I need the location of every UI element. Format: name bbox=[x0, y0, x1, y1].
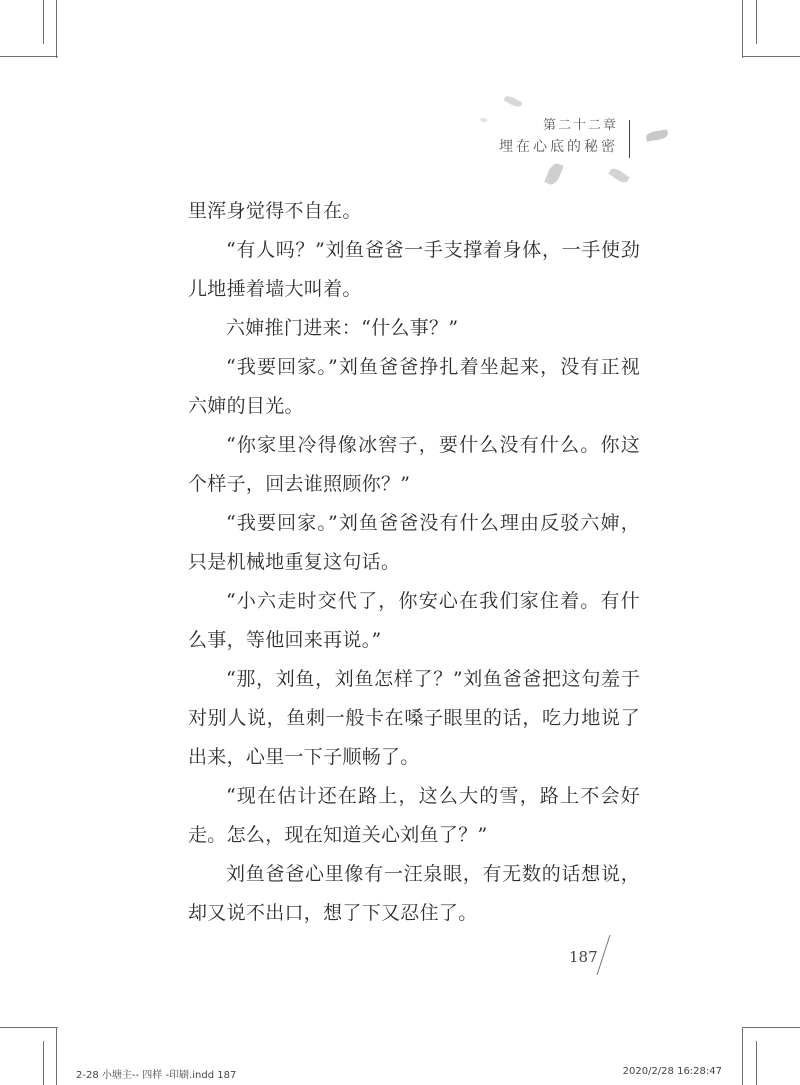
petal-decoration-icon bbox=[480, 117, 488, 123]
body-text bbox=[188, 192, 640, 933]
crop-mark-bottom-left-v2 bbox=[43, 1041, 44, 1085]
crop-mark-bottom-left-v bbox=[56, 1027, 57, 1085]
chapter-rule bbox=[629, 120, 630, 158]
crop-mark-top-left-v bbox=[56, 0, 57, 58]
paragraph: “有人吗？”刘鱼爸爸一手支撑着身体，一手使劲儿地捶着墙大叫着。 bbox=[188, 239, 640, 300]
crop-mark-top-left-h bbox=[0, 56, 58, 57]
footer-file-info: 2-28 小塘主-- 四样 -印刷.indd 187 bbox=[76, 1070, 237, 1081]
paragraph: 刘鱼爸爸心里像有一汪泉眼，有无数的话想说，却又说不出口，想了下又忍住了。 bbox=[188, 863, 640, 924]
crop-mark-bottom-right-v2 bbox=[756, 1041, 757, 1085]
paragraph: “现在估计还在路上，这么大的雪，路上不会好走。怎么，现在知道关心刘鱼了？” bbox=[188, 785, 640, 846]
paragraph: “我要回家。”刘鱼爸爸挣扎着坐起来，没有正视六婶的目光。 bbox=[188, 356, 640, 417]
petal-decoration-icon bbox=[645, 130, 668, 142]
chapter-title: 埋在心底的秘密 bbox=[499, 139, 618, 155]
paragraph: 六婶推门进来：“什么事？” bbox=[226, 317, 459, 339]
page-number-slash bbox=[597, 935, 611, 975]
crop-mark-top-right-h bbox=[742, 56, 800, 57]
paragraph: “那，刘鱼，刘鱼怎样了？”刘鱼爸爸把这句羞于对别人说，鱼刺一般卡在嗓子眼里的话，吃力地说了出来，心里一下子顺畅了。 bbox=[188, 668, 640, 768]
crop-mark-top-right-v bbox=[742, 0, 743, 58]
paragraph: 里浑身觉得不自在。 bbox=[188, 200, 362, 222]
paragraph: “我要回家。”刘鱼爸爸没有什么理由反驳六婶，只是机械地重复这句话。 bbox=[188, 512, 640, 573]
petal-decoration-icon bbox=[503, 94, 522, 109]
crop-mark-bottom-right-h bbox=[742, 1027, 800, 1028]
paragraph: “小六走时交代了，你安心在我们家住着。有什么事，等他回来再说。” bbox=[188, 590, 640, 651]
paragraph: “你家里冷得像冰窖子，要什么没有什么。你这个样子，回去谁照顾你？” bbox=[188, 434, 640, 495]
crop-mark-bottom-left-h bbox=[0, 1027, 58, 1028]
chapter-number: 第二十二章 bbox=[542, 118, 618, 133]
footer-timestamp: 2020/2/28 16:28:47 bbox=[622, 1066, 722, 1077]
crop-mark-top-right-v2 bbox=[756, 0, 757, 44]
chapter-header bbox=[499, 112, 618, 158]
crop-mark-top-left-v2 bbox=[43, 0, 44, 44]
petal-decoration-icon bbox=[544, 162, 563, 187]
page-number: 187 bbox=[569, 948, 598, 966]
petal-decoration-icon bbox=[608, 166, 630, 185]
crop-mark-bottom-right-v bbox=[742, 1027, 743, 1085]
